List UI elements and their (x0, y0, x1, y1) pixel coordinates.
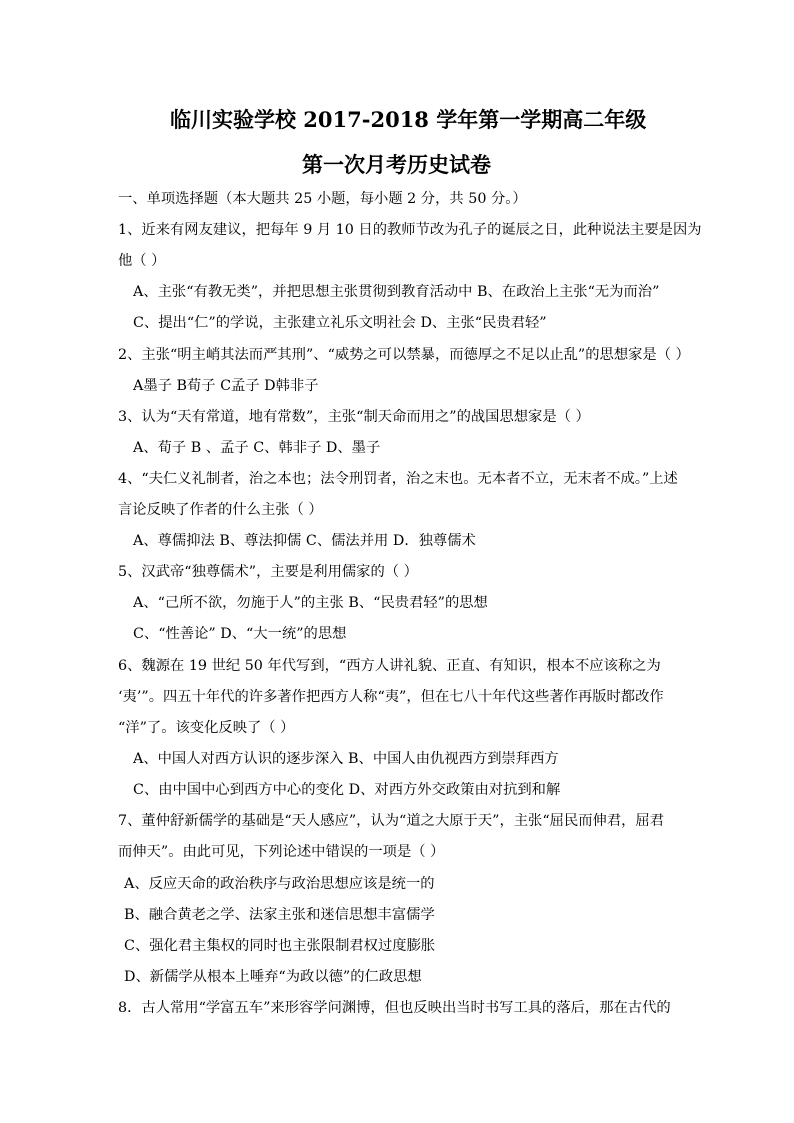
q6-line2: ‘夷’”。四五十年代的许多著作把西方人称“夷”，但在七八十年代这些著作再版时都改作 (118, 689, 664, 705)
q7-line1: 7、董仲舒新儒学的基础是“天人感应”，认为“道之大原于天”，主张“屈民而伸君，屈君 (118, 813, 665, 829)
q7-option-a: A、反应天命的政治秩序与政治思想应该是统一的 (124, 876, 435, 892)
exam-title-line1: 临川实验学校 2017-2018 学年第一学期高二年级 (170, 107, 647, 132)
q7-line2: 而伸天”。由此可见，下列论述中错误的一项是（ ） (118, 844, 445, 860)
q2-line1: 2、主张“明主峭其法而严其刑”、“威势之可以禁暴，而德厚之不足以止乱”的思想家是（ ） (118, 347, 690, 363)
q6-options-1: A、中国人对西方认识的逐步深入 B、中国人由仇视西方到崇拜西方 (133, 751, 559, 767)
exam-title-line2: 第一次月考历史试卷 (302, 152, 491, 177)
q1-line2: 他（ ） (118, 253, 166, 269)
q8-line1: 8．古人常用“学富五车”来形容学问渊博，但也反映出当时书写工具的落后，那在古代的 (118, 1000, 671, 1016)
q6-line1: 6、魏源在 19 世纪 50 年代写到，“西方人讲礼貌、正直、有知识，根本不应该称之为 (118, 658, 661, 674)
q6-options-2: C、由中国中心到西方中心的变化 D、对西方外交政策由对抗到和解 (133, 782, 561, 798)
q1-options-1: A、主张“有教无类”，并把思想主张贯彻到教育活动中 B、在政治上主张“无为而治” (133, 284, 660, 300)
q5-line1: 5、汉武帝“独尊儒术”，主要是利用儒家的（ ） (118, 564, 418, 580)
q4-line2: 言论反映了作者的什么主张（ ） (118, 502, 323, 518)
section-heading: 一、单项选择题（本大题共 25 小题，每小题 2 分，共 50 分。） (118, 191, 527, 207)
q2-options: A墨子 B荀子 C孟子 D韩非子 (133, 378, 319, 394)
q5-options-2: C、“性善论” D、“大一统”的思想 (133, 626, 347, 642)
q3-options: A、荀子 B 、孟子 C、韩非子 D、墨子 (133, 440, 381, 456)
q4-options: A、尊儒抑法 B、尊法抑儒 C、儒法并用 D．独尊儒术 (133, 533, 476, 549)
q1-options-2: C、提出“仁”的学说，主张建立礼乐文明社会 D、主张“民贵君轻” (133, 315, 547, 331)
q7-option-d: D、新儒学从根本上唾弃“为政以德”的仁政思想 (124, 969, 422, 985)
q3-line1: 3、认为“天有常道，地有常数”，主张“制天命而用之”的战国思想家是（ ） (118, 409, 590, 425)
q5-options-1: A、“己所不欲，勿施于人”的主张 B、“民贵君轻”的思想 (133, 595, 488, 611)
q4-line1: 4、“夫仁义礼制者，治之本也；法令刑罚者，治之末也。无本者不立，无末者不成。”上述 (118, 471, 678, 487)
q7-option-b: B、融合黄老之学、法家主张和迷信思想丰富儒学 (124, 907, 435, 923)
q7-option-c: C、强化君主集权的同时也主张限制君权过度膨胀 (124, 938, 436, 954)
q6-line3: “洋”了。该变化反映了（ ） (118, 720, 295, 736)
q1-line1: 1、近来有网友建议，把每年 9 月 10 日的教师节改为孔子的诞辰之日，此种说法主要是因为 (118, 222, 702, 238)
